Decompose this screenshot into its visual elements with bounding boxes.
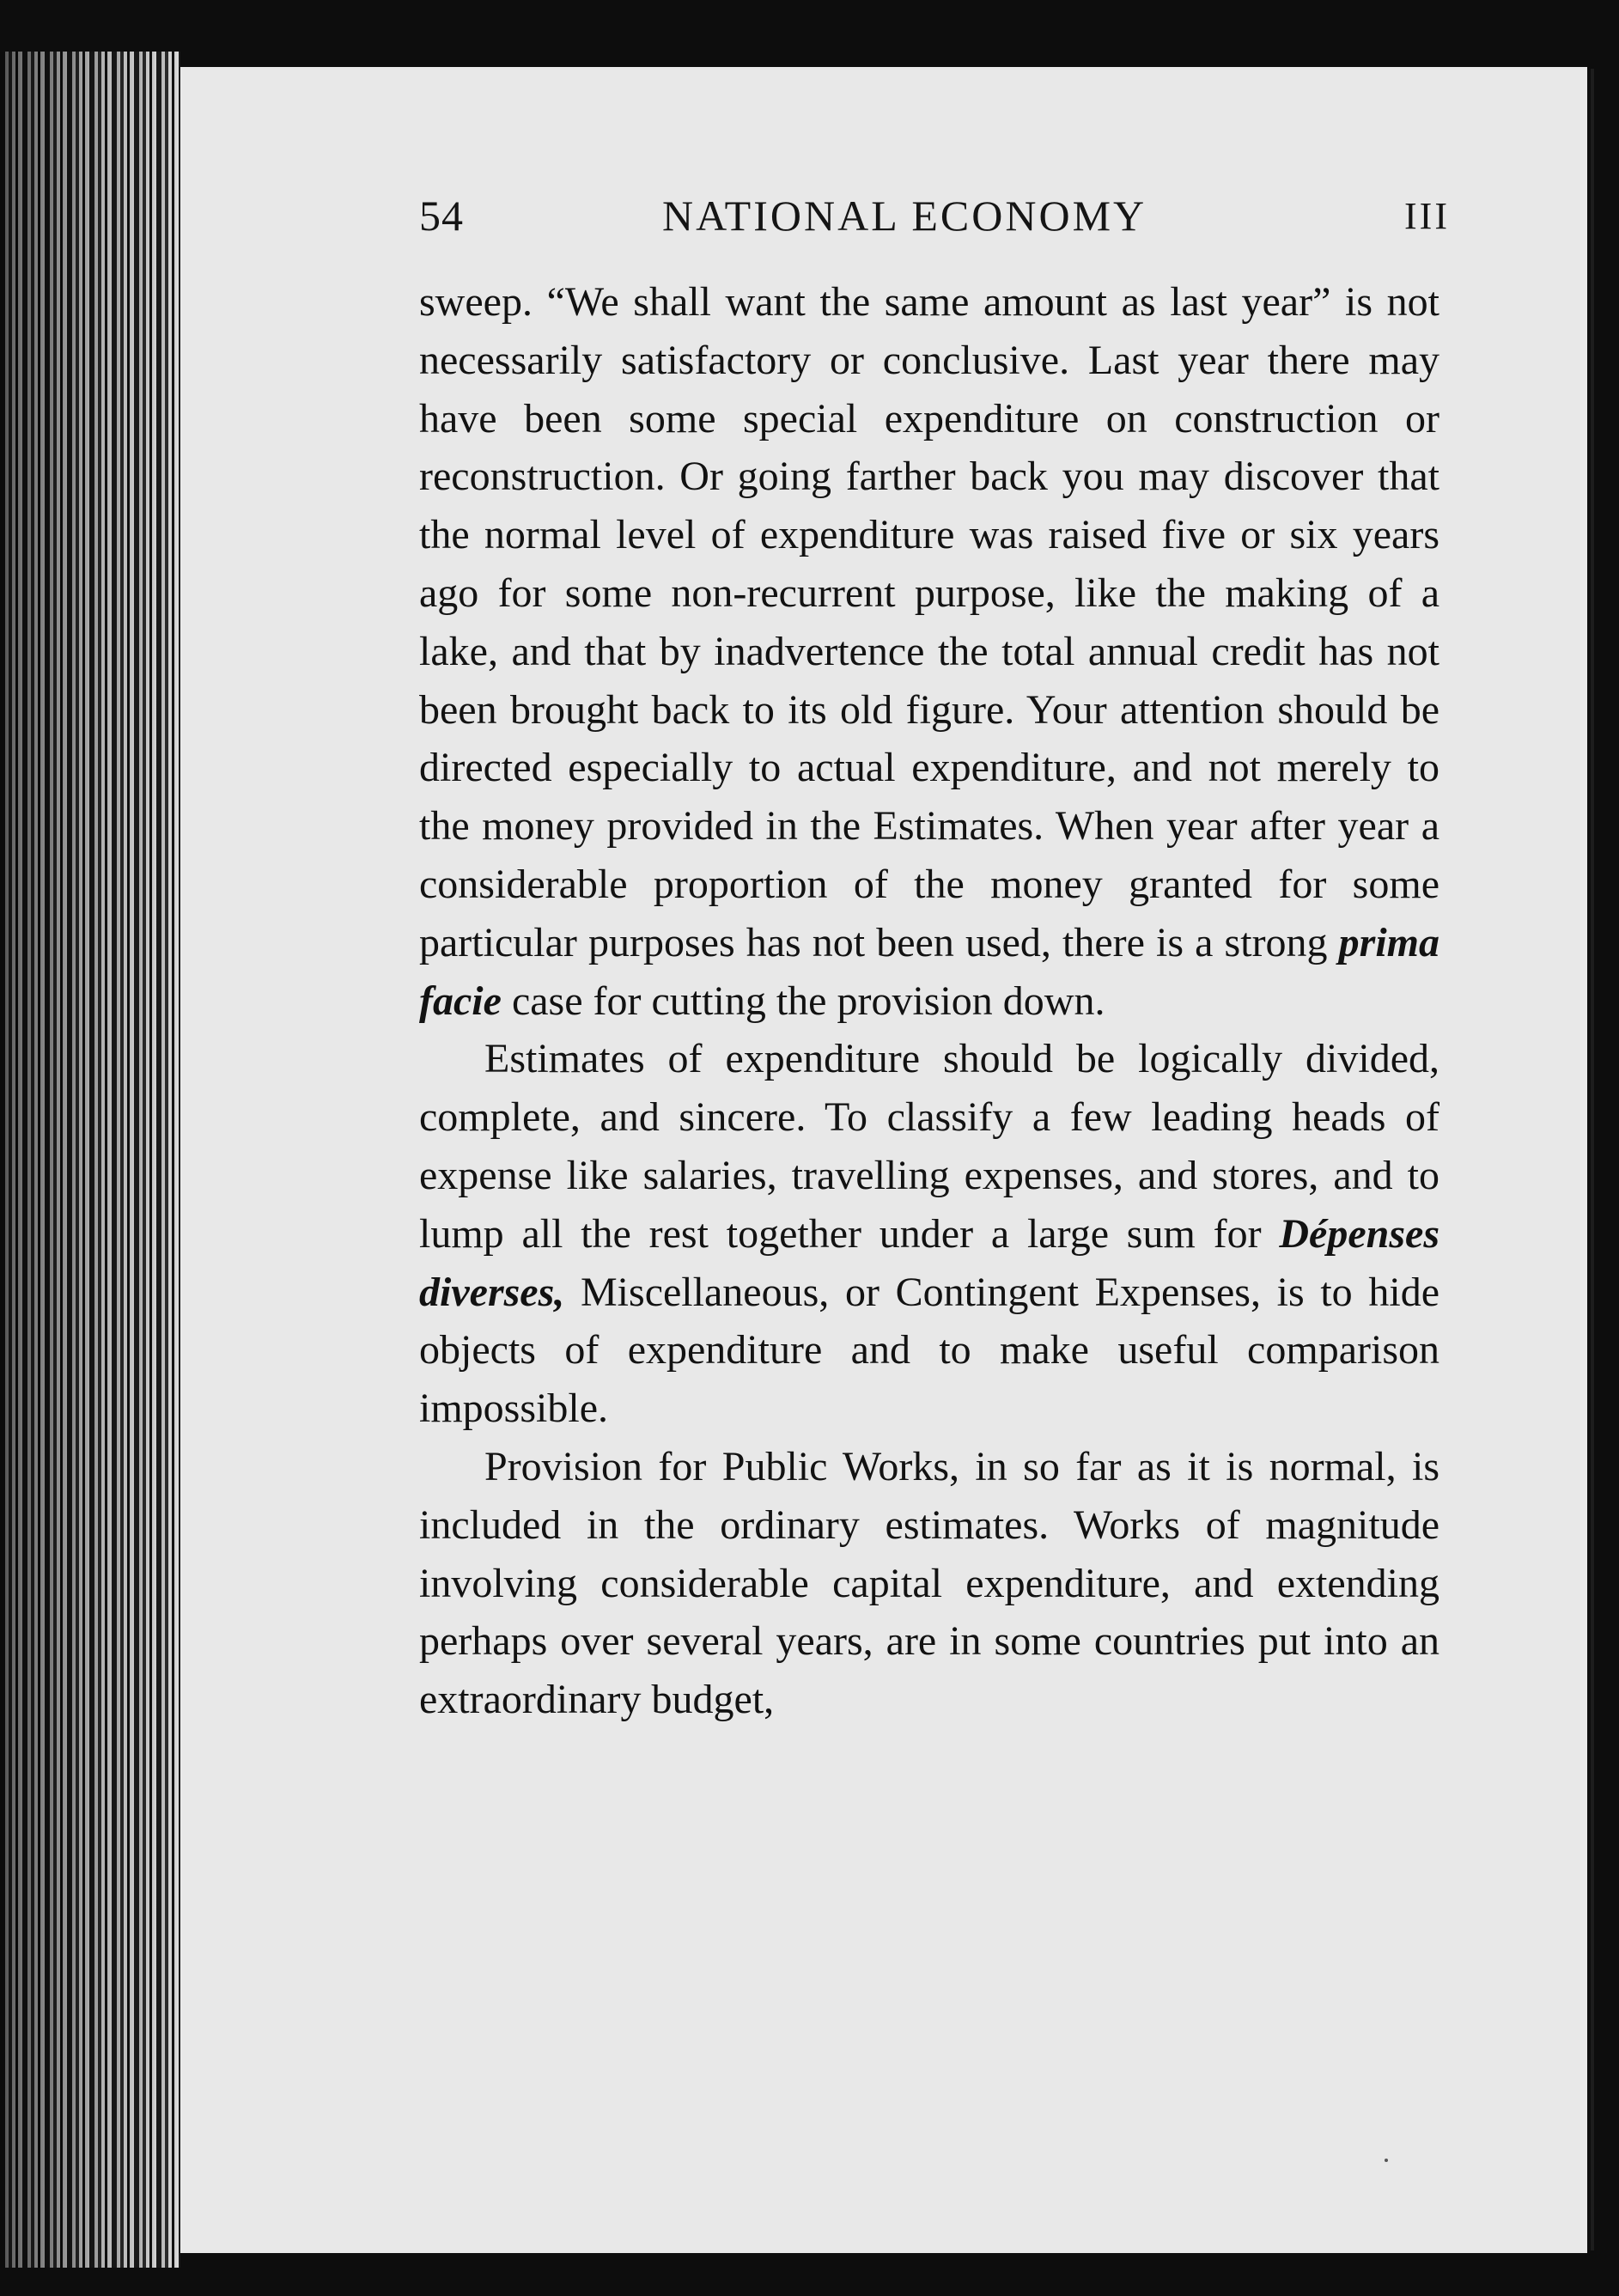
binding-shadow <box>0 52 180 2268</box>
paragraph-1-text-b: case for cutting the provision down. <box>511 977 1105 1024</box>
right-edge-rule <box>1591 69 1594 2250</box>
running-title: NATIONAL ECONOMY <box>662 192 1147 240</box>
paragraph-3-text: Provision for Public Works, in so far as it is normal, is included in the ordinary estimates. Works of magnitude involving considerable capital expenditure, and extending perhaps over several years, are in some countries put into an extraordinary budget, <box>419 1443 1439 1723</box>
paragraph-2-text-b: Miscellaneous, or Contingent Expenses, is to hide objects of expenditure and to make useful comparison impossible. <box>419 1269 1440 1432</box>
page-number: 54 <box>419 192 464 240</box>
paragraph-1 <box>419 273 1439 1030</box>
running-head <box>419 191 1450 251</box>
paragraph-2-text-a: Estimates of expenditure should be logically divided, complete, and sincere. To classify a few leading heads of expense like salaries, travelling expenses, and stores, and to lump all the rest together under a large sum for <box>419 1036 1439 1257</box>
paragraph-1-text-a: sweep. “We shall want the same amount as last year” is not necessarily satisfactory or conclusive. Last year there may have been some special expenditure on construction or reconstruction. Or going farther back you may discover that the normal level of expenditure was raised five or six years ago for some non-recurrent purpose, like the making of a lake, and that by inadvertence the total annual credit has not been brought back to its old figure. Your attention should be directed especially to actual expenditure, and not merely to the money provided in the Estimates. When year after year a considerable proportion of the money granted for some particular purposes has not been used, there is a strong <box>419 279 1439 965</box>
paragraph-3 <box>419 1438 1439 1729</box>
paragraph-1-italic: prima facie <box>419 919 1439 1024</box>
paragraph-2 <box>419 1030 1439 1438</box>
scan-speck <box>1385 2159 1388 2162</box>
body-text <box>419 273 1439 1729</box>
chapter-number: III <box>1404 195 1450 237</box>
paragraph-2-italic: Dépenses diverses, <box>419 1210 1440 1315</box>
